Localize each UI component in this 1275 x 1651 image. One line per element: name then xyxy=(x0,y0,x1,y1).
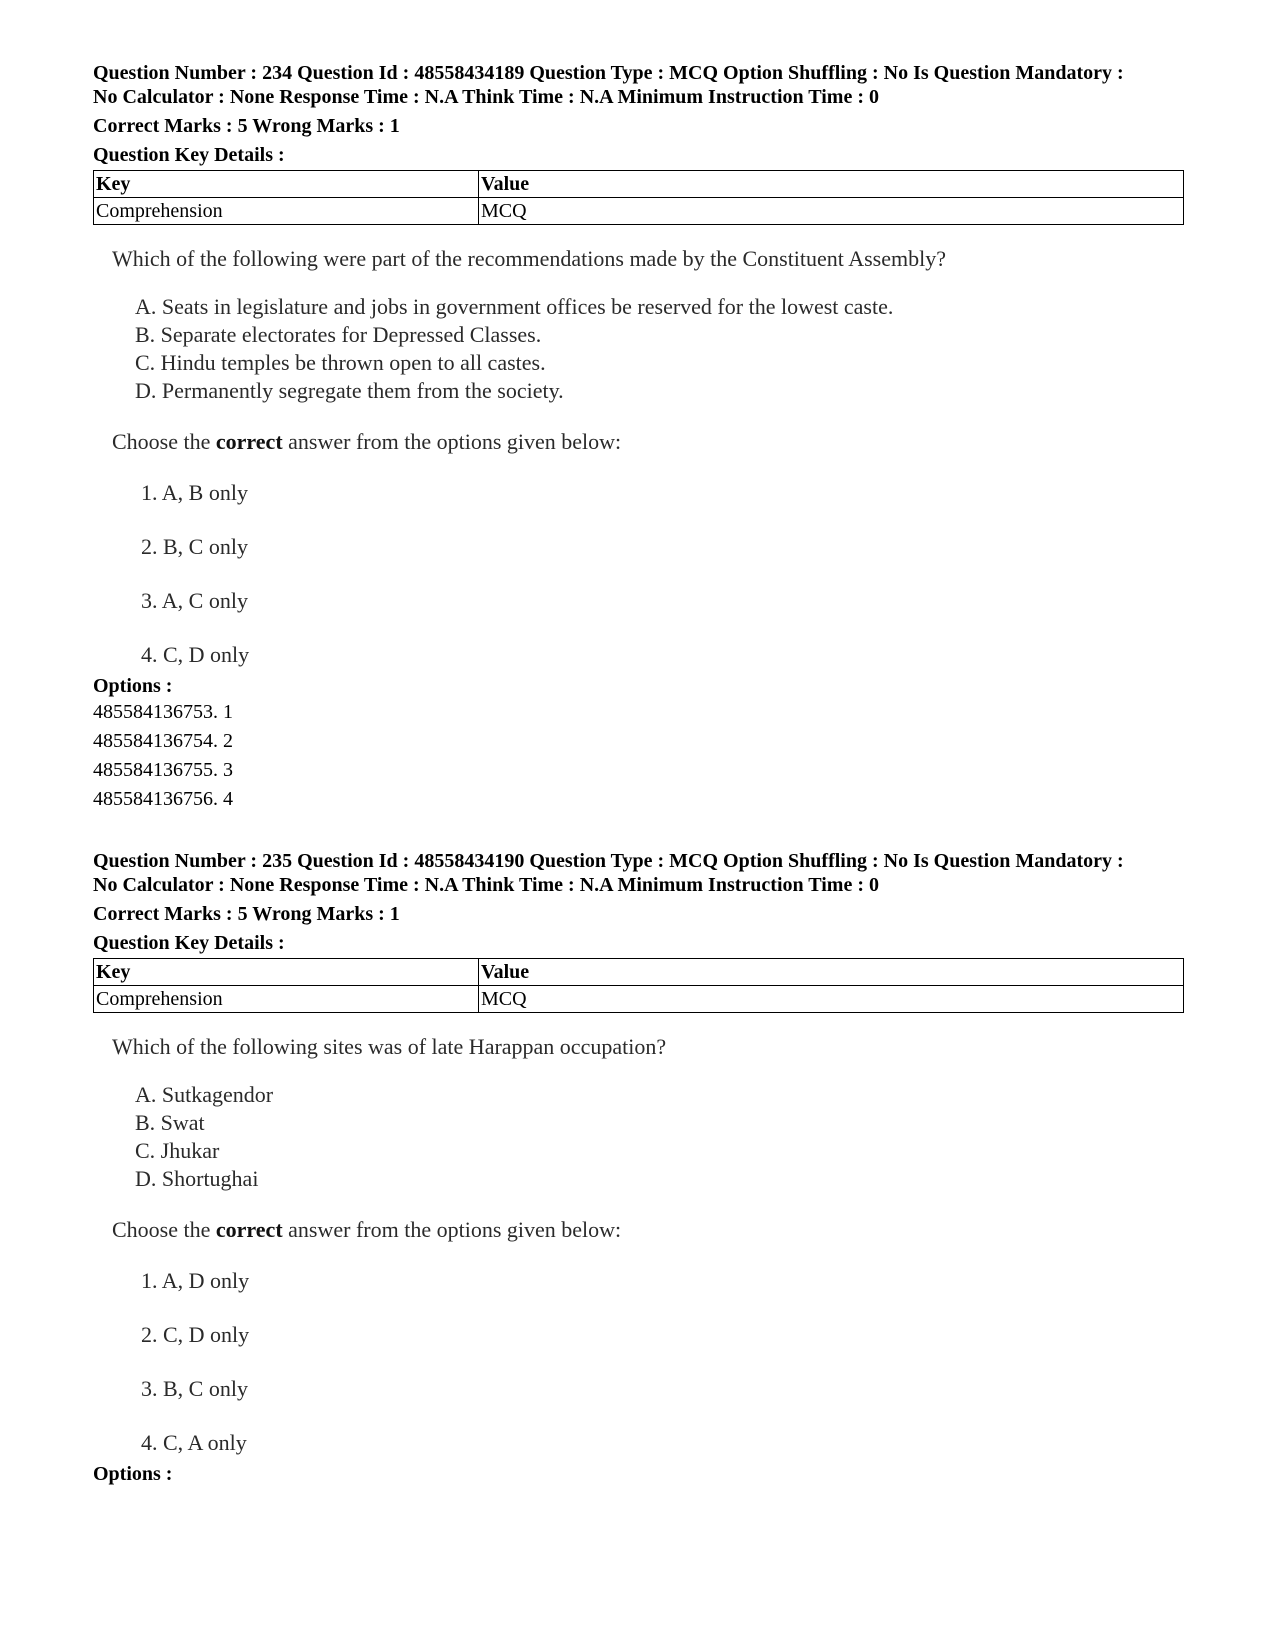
statement-item: C. Hindu temples be thrown open to all castes. xyxy=(135,350,546,375)
answer-choice: 1. A, D only xyxy=(141,1268,250,1293)
answer-choice: 3. B, C only xyxy=(141,1376,248,1401)
table-header-value: Value xyxy=(479,959,1184,986)
meta-line-2: No Calculator : None Response Time : N.A Think Time : N.A Minimum Instruction Time : 0 xyxy=(93,874,879,896)
table-header-key: Key xyxy=(94,171,479,198)
answer-choice: 1. A, B only xyxy=(141,480,248,505)
answer-choices xyxy=(141,479,1183,669)
question-stem: Which of the following were part of the recommendations made by the Constituent Assembly? xyxy=(112,246,946,271)
table-row xyxy=(94,198,1184,225)
answer-choices xyxy=(141,1267,1183,1457)
answer-instruction xyxy=(112,428,1183,456)
option-item: 485584136756. 4 xyxy=(93,788,233,810)
table-header-value: Value xyxy=(479,171,1184,198)
answer-choice: 3. A, C only xyxy=(141,588,248,613)
answer-instruction xyxy=(112,1216,1183,1244)
statement-item: D. Shortughai xyxy=(135,1166,259,1191)
question-block-234 xyxy=(93,61,1183,669)
options-list xyxy=(93,698,1183,814)
options-block-235 xyxy=(93,1462,1183,1486)
statement-item: C. Jhukar xyxy=(135,1138,220,1163)
table-cell-value: MCQ xyxy=(479,986,1184,1013)
marks-line: Correct Marks : 5 Wrong Marks : 1 xyxy=(93,903,400,925)
statement-item: A. Sutkagendor xyxy=(135,1082,274,1107)
option-item: 485584136755. 3 xyxy=(93,759,233,781)
answer-choice: 4. C, A only xyxy=(141,1430,247,1455)
instruction-post: answer from the options given below: xyxy=(282,429,622,454)
table-row xyxy=(94,986,1184,1013)
option-item: 485584136753. 1 xyxy=(93,701,233,723)
options-block-234 xyxy=(93,674,1183,814)
question-meta xyxy=(93,849,1183,897)
answer-choice: 2. B, C only xyxy=(141,534,248,559)
table-cell-value: MCQ xyxy=(479,198,1184,225)
meta-line-2: No Calculator : None Response Time : N.A Think Time : N.A Minimum Instruction Time : 0 xyxy=(93,86,879,108)
meta-line-1: Question Number : 235 Question Id : 48558434190 Question Type : MCQ Option Shuffling : No Is Question Mandatory : xyxy=(93,850,1124,872)
answer-choice: 2. C, D only xyxy=(141,1322,250,1347)
statement-item: D. Permanently segregate them from the society. xyxy=(135,378,564,403)
table-header-row xyxy=(94,959,1184,986)
statement-list xyxy=(135,1081,1183,1193)
instruction-bold: correct xyxy=(215,429,283,454)
instruction-pre: Choose the xyxy=(112,429,216,454)
instruction-post: answer from the options given below: xyxy=(282,1217,622,1242)
question-stem: Which of the following sites was of late Harappan occupation? xyxy=(112,1034,667,1059)
key-details-label: Question Key Details : xyxy=(93,144,285,166)
instruction-pre: Choose the xyxy=(112,1217,216,1242)
table-cell-key: Comprehension xyxy=(94,986,479,1013)
statement-list xyxy=(135,293,1183,405)
instruction-bold: correct xyxy=(215,1217,283,1242)
options-label: Options : xyxy=(93,1463,173,1485)
table-header-key: Key xyxy=(94,959,479,986)
option-item: 485584136754. 2 xyxy=(93,730,233,752)
statement-item: A. Seats in legislature and jobs in government offices be reserved for the lowest caste. xyxy=(135,294,894,319)
statement-item: B. Separate electorates for Depressed Classes. xyxy=(135,322,542,347)
answer-choice: 4. C, D only xyxy=(141,642,250,667)
question-meta xyxy=(93,61,1183,109)
options-label: Options : xyxy=(93,675,173,697)
question-block-235 xyxy=(93,849,1183,1457)
question-image xyxy=(93,245,1183,669)
statement-item: B. Swat xyxy=(135,1110,205,1135)
key-details-table xyxy=(93,958,1184,1013)
question-image xyxy=(93,1033,1183,1457)
key-details-table xyxy=(93,170,1184,225)
table-cell-key: Comprehension xyxy=(94,198,479,225)
table-header-row xyxy=(94,171,1184,198)
marks-line: Correct Marks : 5 Wrong Marks : 1 xyxy=(93,115,400,137)
meta-line-1: Question Number : 234 Question Id : 48558434189 Question Type : MCQ Option Shuffling : No Is Question Mandatory : xyxy=(93,62,1124,84)
key-details-label: Question Key Details : xyxy=(93,932,285,954)
